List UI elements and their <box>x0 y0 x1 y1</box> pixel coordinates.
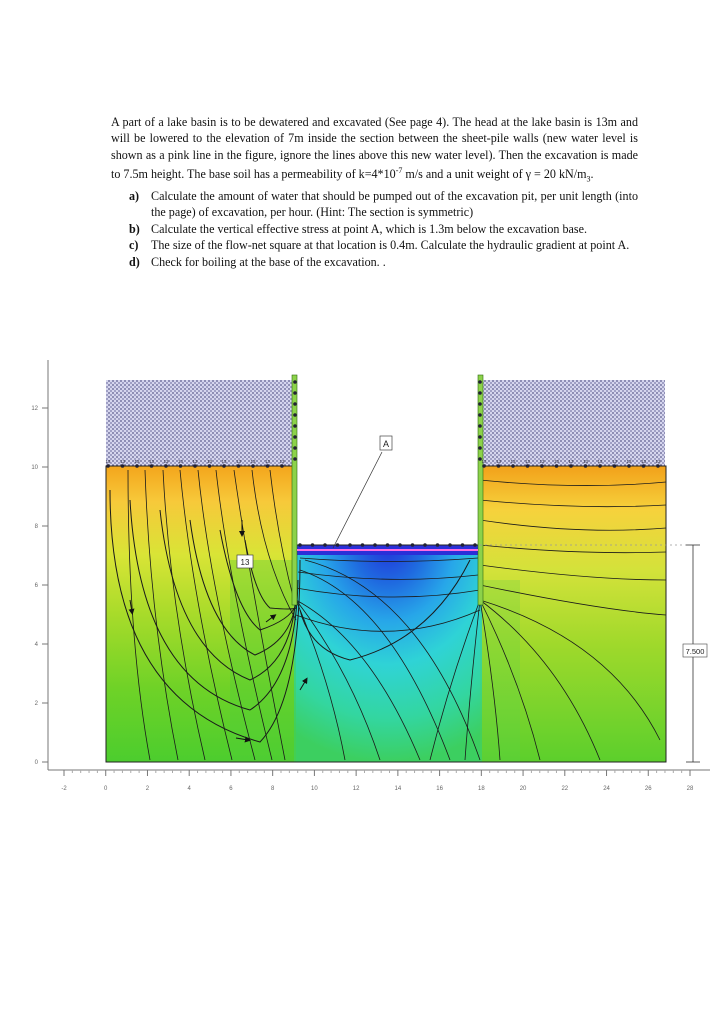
x-tick-label: 2 <box>145 786 150 792</box>
lake-water-left <box>106 380 294 466</box>
head-marker-label: 13 <box>597 459 603 464</box>
head-marker-label: 13 <box>640 459 647 464</box>
head-marker-label: 13 <box>148 459 155 464</box>
head-marker-label: 13 <box>192 459 198 464</box>
x-tick-label: 0 <box>104 786 108 792</box>
head-marker <box>336 543 340 547</box>
head-marker <box>478 380 482 384</box>
question-list <box>111 188 638 270</box>
head-marker <box>478 457 482 461</box>
head-marker <box>293 402 297 406</box>
sheet-pile-right <box>478 375 483 605</box>
question-a <box>129 188 638 221</box>
head-marker-label: 13 <box>611 459 618 464</box>
x-tick-label: -2 <box>61 786 67 792</box>
x-tick-label: 16 <box>436 786 443 792</box>
head-marker <box>411 543 415 547</box>
head-marker-label: 13 <box>206 459 213 464</box>
x-tick-label: 12 <box>352 786 360 792</box>
head-marker <box>478 391 482 395</box>
head-marker <box>222 464 226 468</box>
head-marker-label: 13 <box>568 459 574 464</box>
head-marker-label: 13 <box>510 459 516 464</box>
x-tick-label: 28 <box>686 786 694 792</box>
head-marker-label: 13 <box>264 459 271 464</box>
point-a-label: A <box>382 439 390 449</box>
head-marker <box>208 464 212 468</box>
head-marker <box>473 543 477 547</box>
head-marker <box>293 380 297 384</box>
head-marker-label: 13 <box>163 459 169 464</box>
head-marker-label: 13 <box>105 459 111 464</box>
head-marker <box>193 464 197 468</box>
head-marker <box>386 543 390 547</box>
head-marker-label: 13 <box>221 459 227 464</box>
head-marker-label: 13 <box>235 459 242 464</box>
head-marker <box>642 464 646 468</box>
head-marker-label: 13 <box>524 459 531 464</box>
head-marker <box>511 464 515 468</box>
head-marker <box>423 543 427 547</box>
question-b <box>129 221 638 237</box>
head-marker-label: 13 <box>495 459 502 464</box>
head-marker <box>656 464 660 468</box>
x-tick-label: 24 <box>603 786 610 792</box>
head-marker <box>478 413 482 417</box>
head-marker <box>478 446 482 450</box>
x-tick-label: 6 <box>229 786 233 792</box>
flowline-label: 13 <box>240 558 250 567</box>
question-text: Check for boiling at the base of the excavation. . <box>151 254 386 269</box>
head-marker-label: 13 <box>539 459 545 464</box>
head-marker <box>323 543 327 547</box>
head-marker <box>266 464 270 468</box>
head-marker <box>540 464 544 468</box>
head-marker-label: 13 <box>119 459 126 464</box>
problem-statement <box>111 114 638 270</box>
head-marker <box>361 543 365 547</box>
head-marker-label: 13 <box>655 459 661 464</box>
head-marker <box>293 446 297 450</box>
k-exponent: -7 <box>395 166 403 176</box>
head-marker <box>121 464 125 468</box>
head-marker <box>526 464 530 468</box>
head-marker <box>478 424 482 428</box>
head-marker <box>373 543 377 547</box>
intro-text-2: m/s and a unit weight of γ = 20 kN/m <box>402 167 587 182</box>
head-marker <box>293 413 297 417</box>
head-marker <box>569 464 573 468</box>
head-marker <box>461 543 465 547</box>
intro-text-1: A part of a lake basin is to be dewatered and excavated (See page 4). The head at the lake basin is 13m and will be lowered to the elevation of 7m inside the section between the sheet-pile walls (new water level is shown as a pink line in the figure, ignore the lines above this new water level). Then the excavation is made to 7.5m height. The base soil has a permeability of k=4*10 <box>111 115 638 182</box>
head-marker-label: 13 <box>250 459 256 464</box>
head-marker <box>482 464 486 468</box>
head-marker <box>293 391 297 395</box>
x-tick-label: 14 <box>394 786 402 792</box>
head-marker <box>164 464 168 468</box>
head-marker-label: 13 <box>279 459 285 464</box>
question-label: c) <box>129 238 139 253</box>
question-label: b) <box>129 221 140 236</box>
head-marker <box>293 424 297 428</box>
head-marker <box>448 543 452 547</box>
y-tick-label: 8 <box>34 524 38 530</box>
head-marker <box>478 435 482 439</box>
y-tick-label: 2 <box>34 701 38 707</box>
head-marker <box>555 464 559 468</box>
head-marker-label: 13 <box>134 459 140 464</box>
head-marker <box>251 464 255 468</box>
flow-net-figure <box>31 355 710 805</box>
head-marker <box>598 464 602 468</box>
head-marker <box>627 464 631 468</box>
head-marker <box>298 543 302 547</box>
sheet-pile-left <box>292 375 297 605</box>
x-tick-label: 8 <box>270 786 275 792</box>
question-label: a) <box>129 189 140 204</box>
head-marker <box>135 464 139 468</box>
x-axis-ticks <box>61 770 694 792</box>
y-tick-label: 10 <box>31 465 38 471</box>
x-tick-label: 10 <box>311 786 318 792</box>
head-marker <box>237 464 241 468</box>
x-tick-label: 4 <box>187 786 191 792</box>
lake-water-right <box>483 380 665 466</box>
question-d <box>129 254 638 270</box>
question-label: d) <box>129 254 140 269</box>
y-axis-ticks <box>31 406 48 766</box>
y-tick-label: 6 <box>34 583 38 589</box>
head-marker <box>293 457 297 461</box>
x-tick-label: 22 <box>561 786 569 792</box>
head-marker-label: 13 <box>481 459 487 464</box>
head-marker <box>280 464 284 468</box>
head-marker <box>106 464 110 468</box>
head-marker-label: 13 <box>553 459 560 464</box>
intro-text-3: . <box>590 167 594 182</box>
problem-intro <box>111 114 638 188</box>
dimension-label: 7.500 <box>685 647 705 656</box>
y-tick-label: 4 <box>34 642 38 648</box>
head-marker <box>398 543 402 547</box>
head-marker <box>478 402 482 406</box>
head-marker <box>497 464 501 468</box>
y-tick-label: 12 <box>31 406 38 412</box>
question-text: Calculate the amount of water that should be pumped out of the excavation pit, per unit length (into the page) of excavation, per hour. (Hint: The section is symmetric) <box>151 189 638 220</box>
question-c <box>129 237 638 253</box>
x-tick-label: 20 <box>519 786 527 792</box>
point-a-leader <box>333 452 382 548</box>
head-marker <box>348 543 352 547</box>
question-text: Calculate the vertical effective stress at point A, which is 1.3m below the excavation base. <box>151 221 588 236</box>
unit-subscript: 3 <box>586 174 591 184</box>
x-tick-label: 26 <box>644 786 652 792</box>
head-marker <box>436 543 440 547</box>
head-marker <box>613 464 617 468</box>
y-tick-label: 0 <box>34 760 38 766</box>
head-marker-label: 13 <box>582 459 589 464</box>
head-marker <box>150 464 154 468</box>
x-tick-label: 18 <box>477 786 485 792</box>
head-marker <box>293 435 297 439</box>
question-text: The size of the flow-net square at that location is 0.4m. Calculate the hydraulic gradient at point A. <box>151 238 630 253</box>
head-marker-label: 13 <box>177 459 184 464</box>
head-marker <box>584 464 588 468</box>
head-marker <box>179 464 183 468</box>
head-marker-label: 13 <box>626 459 632 464</box>
head-marker <box>311 543 315 547</box>
